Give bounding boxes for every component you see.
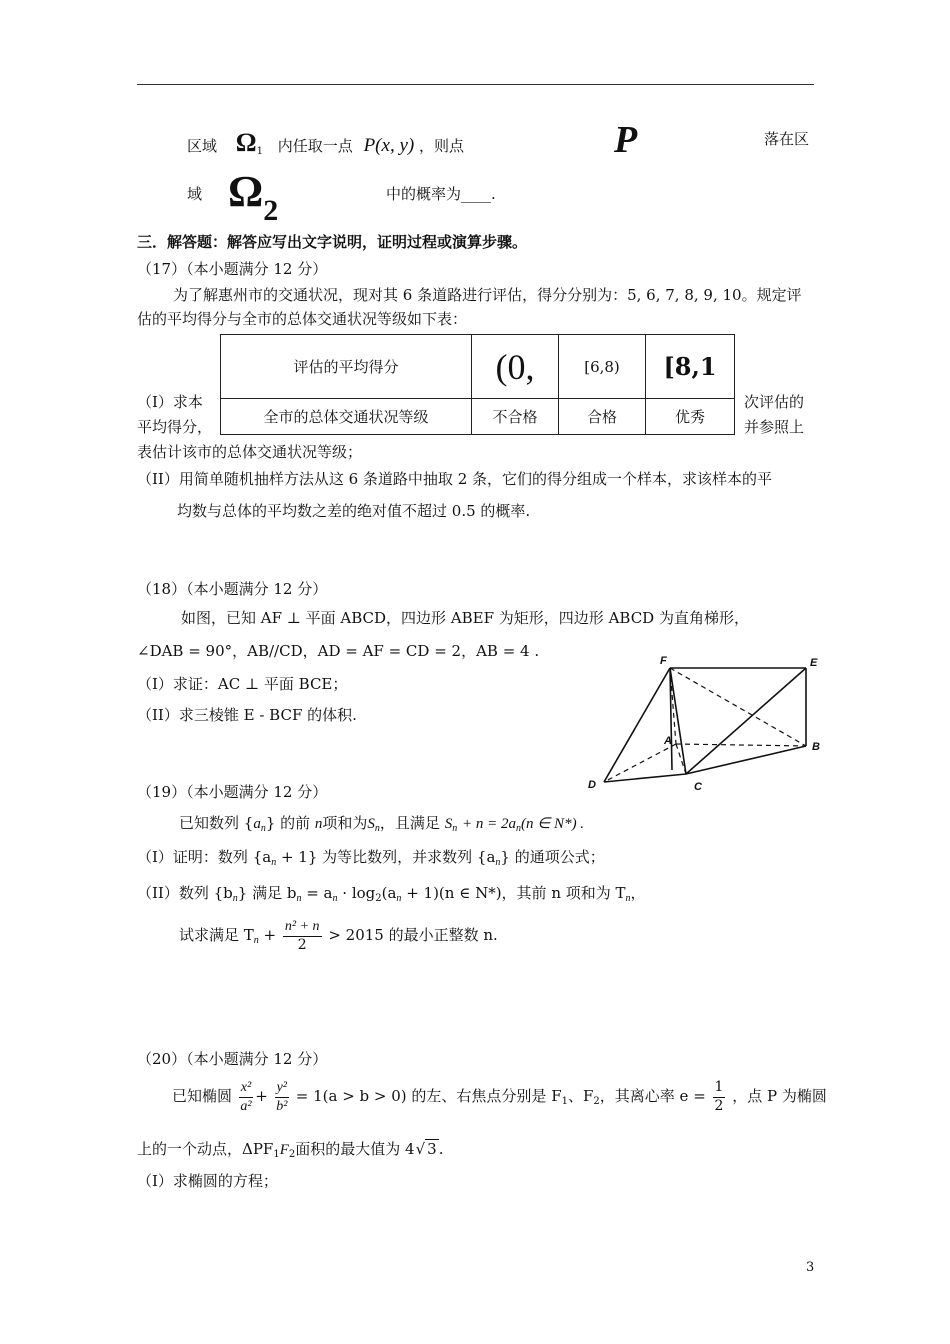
- q17-table: [220, 334, 735, 435]
- label-C: C: [694, 781, 702, 793]
- q18-figure: [580, 650, 830, 800]
- section-3-title: 三．解答题：解答应写出文字说明，证明过程或演算步骤。: [137, 233, 528, 251]
- fraction: $\frac{\text{n² + n}}{2}$: [284, 919, 320, 953]
- edge-AB: [676, 744, 806, 746]
- q19-part2: （II）数列 $\{b_n\}$ 满足 $b_n = a_n \cdot \log_2(a_n + 1)(n$ ∈ N*)，其前 n 项和为 $T_n$，: [137, 884, 646, 904]
- label-F: F: [660, 655, 667, 667]
- q18-header: （18）（本小题满分 12 分）: [137, 580, 328, 598]
- page-number: 3: [806, 1260, 815, 1275]
- label-A: A: [664, 735, 672, 747]
- q20-part1: （I）求椭圆的方程；: [137, 1172, 278, 1190]
- edge-CB: [686, 746, 806, 774]
- q17-part2-line1: （II）用简单随机抽样方法从这 6 条道路中抽取 2 条，它们的得分组成一个样本，求该样本的平: [137, 470, 773, 488]
- table-cell: [8,1: [646, 335, 735, 399]
- table-cell: 不合格: [472, 399, 559, 435]
- q17-part1-line3: 表估计该市的总体交通状况等级；: [137, 443, 363, 461]
- geo-line-2: 域: [187, 185, 203, 203]
- q19-final-line: 试求满足 $T_n$ + $\frac{\text{n² + n}}{2}$ > 2015 的最小正整数 n.: [179, 919, 498, 953]
- q17-header: （17）（本小题满分 12 分）: [137, 260, 328, 278]
- q17-part2-line2: 均数与总体的平均数之差的绝对值不超过 0.5 的概率.: [177, 502, 531, 520]
- q17-part1-right-1: 次评估的: [744, 393, 805, 411]
- edge-FD: [604, 668, 670, 782]
- geo-line-1: 区域 $\Omega_1$ 内任取一点 P(x, y) ，则点: [187, 128, 465, 157]
- q19-line1: 已知数列 $\{a_n\}$ 的前 n项和为$S_n$，且满足 $S_n + n = 2a_n(n$ ∈ N*) .: [179, 814, 585, 834]
- edge-FB: [670, 668, 806, 746]
- q20-header: （20）（本小题满分 12 分）: [137, 1050, 328, 1068]
- q17-part1-left-1: （I）求本: [137, 393, 203, 411]
- label-E: E: [810, 657, 818, 669]
- edge-CE: [686, 668, 806, 774]
- q17-part1-left-2: 平均得分，: [137, 418, 213, 436]
- label-B: B: [812, 741, 820, 753]
- q20-line2: 上的一个动点，$\Delta PF_1F_2$面积的最大值为 4√ 3 .: [137, 1140, 444, 1160]
- q19-header: （19）（本小题满分 12 分）: [137, 783, 328, 801]
- q18-line2: ∠DAB = 90°，AB//CD，AD = AF = CD = 2，AB = 4 .: [137, 642, 540, 660]
- table-cell: [6,8): [559, 335, 646, 399]
- q19-part1: （I）证明：数列 $\{a_n + 1\}$ 为等比数列，并求数列 $\{a_n\}$ 的通项公式；: [137, 848, 605, 868]
- header-rule: [137, 84, 814, 85]
- q18-part2: （II）求三棱锥 E - BCF 的体积.: [137, 706, 357, 724]
- q18-part1: （I）求证：AC ⊥ 平面 BCE；: [137, 675, 348, 693]
- table-cell: 优秀: [646, 399, 735, 435]
- geo-line-1-end: 落在区: [764, 130, 810, 148]
- q20-line1: 已知椭圆 $\frac{\text{x²}}{\text{a²}}$ + $\frac{\text{y²}}{\text{b²}}$ = 1(a > b > 0) 的左、右焦点分别是 $F_1$、$F_2$，其离心率 e = $\frac{1}{2}$ ，点 P 为椭圆: [172, 1079, 827, 1114]
- q17-intro-1: 为了解惠州市的交通状况，现对其 6 条道路进行评估，得分分别为：5, 6, 7, 8, 9, 10。规定评: [173, 286, 802, 304]
- geo-line-2-end: 中的概率为____.: [386, 185, 496, 203]
- q18-line1: 如图，已知 AF ⊥ 平面 ABCD，四边形 ABEF 为矩形，四边形 ABCD 为直角梯形，: [181, 609, 749, 627]
- label-D: D: [588, 779, 596, 791]
- omega2-symbol: $\Omega_2$: [228, 167, 279, 227]
- table-cell: 全市的总体交通状况等级: [221, 399, 472, 435]
- point-p-glyph: P: [614, 119, 638, 161]
- q17-part1-right-2: 并参照上: [744, 418, 805, 436]
- q17-intro-2: 估的平均得分与全市的总体交通状况等级如下表：: [137, 310, 468, 328]
- table-cell: 合格: [559, 399, 646, 435]
- table-cell: (0,: [472, 335, 559, 399]
- table-cell: 评估的平均得分: [221, 335, 472, 399]
